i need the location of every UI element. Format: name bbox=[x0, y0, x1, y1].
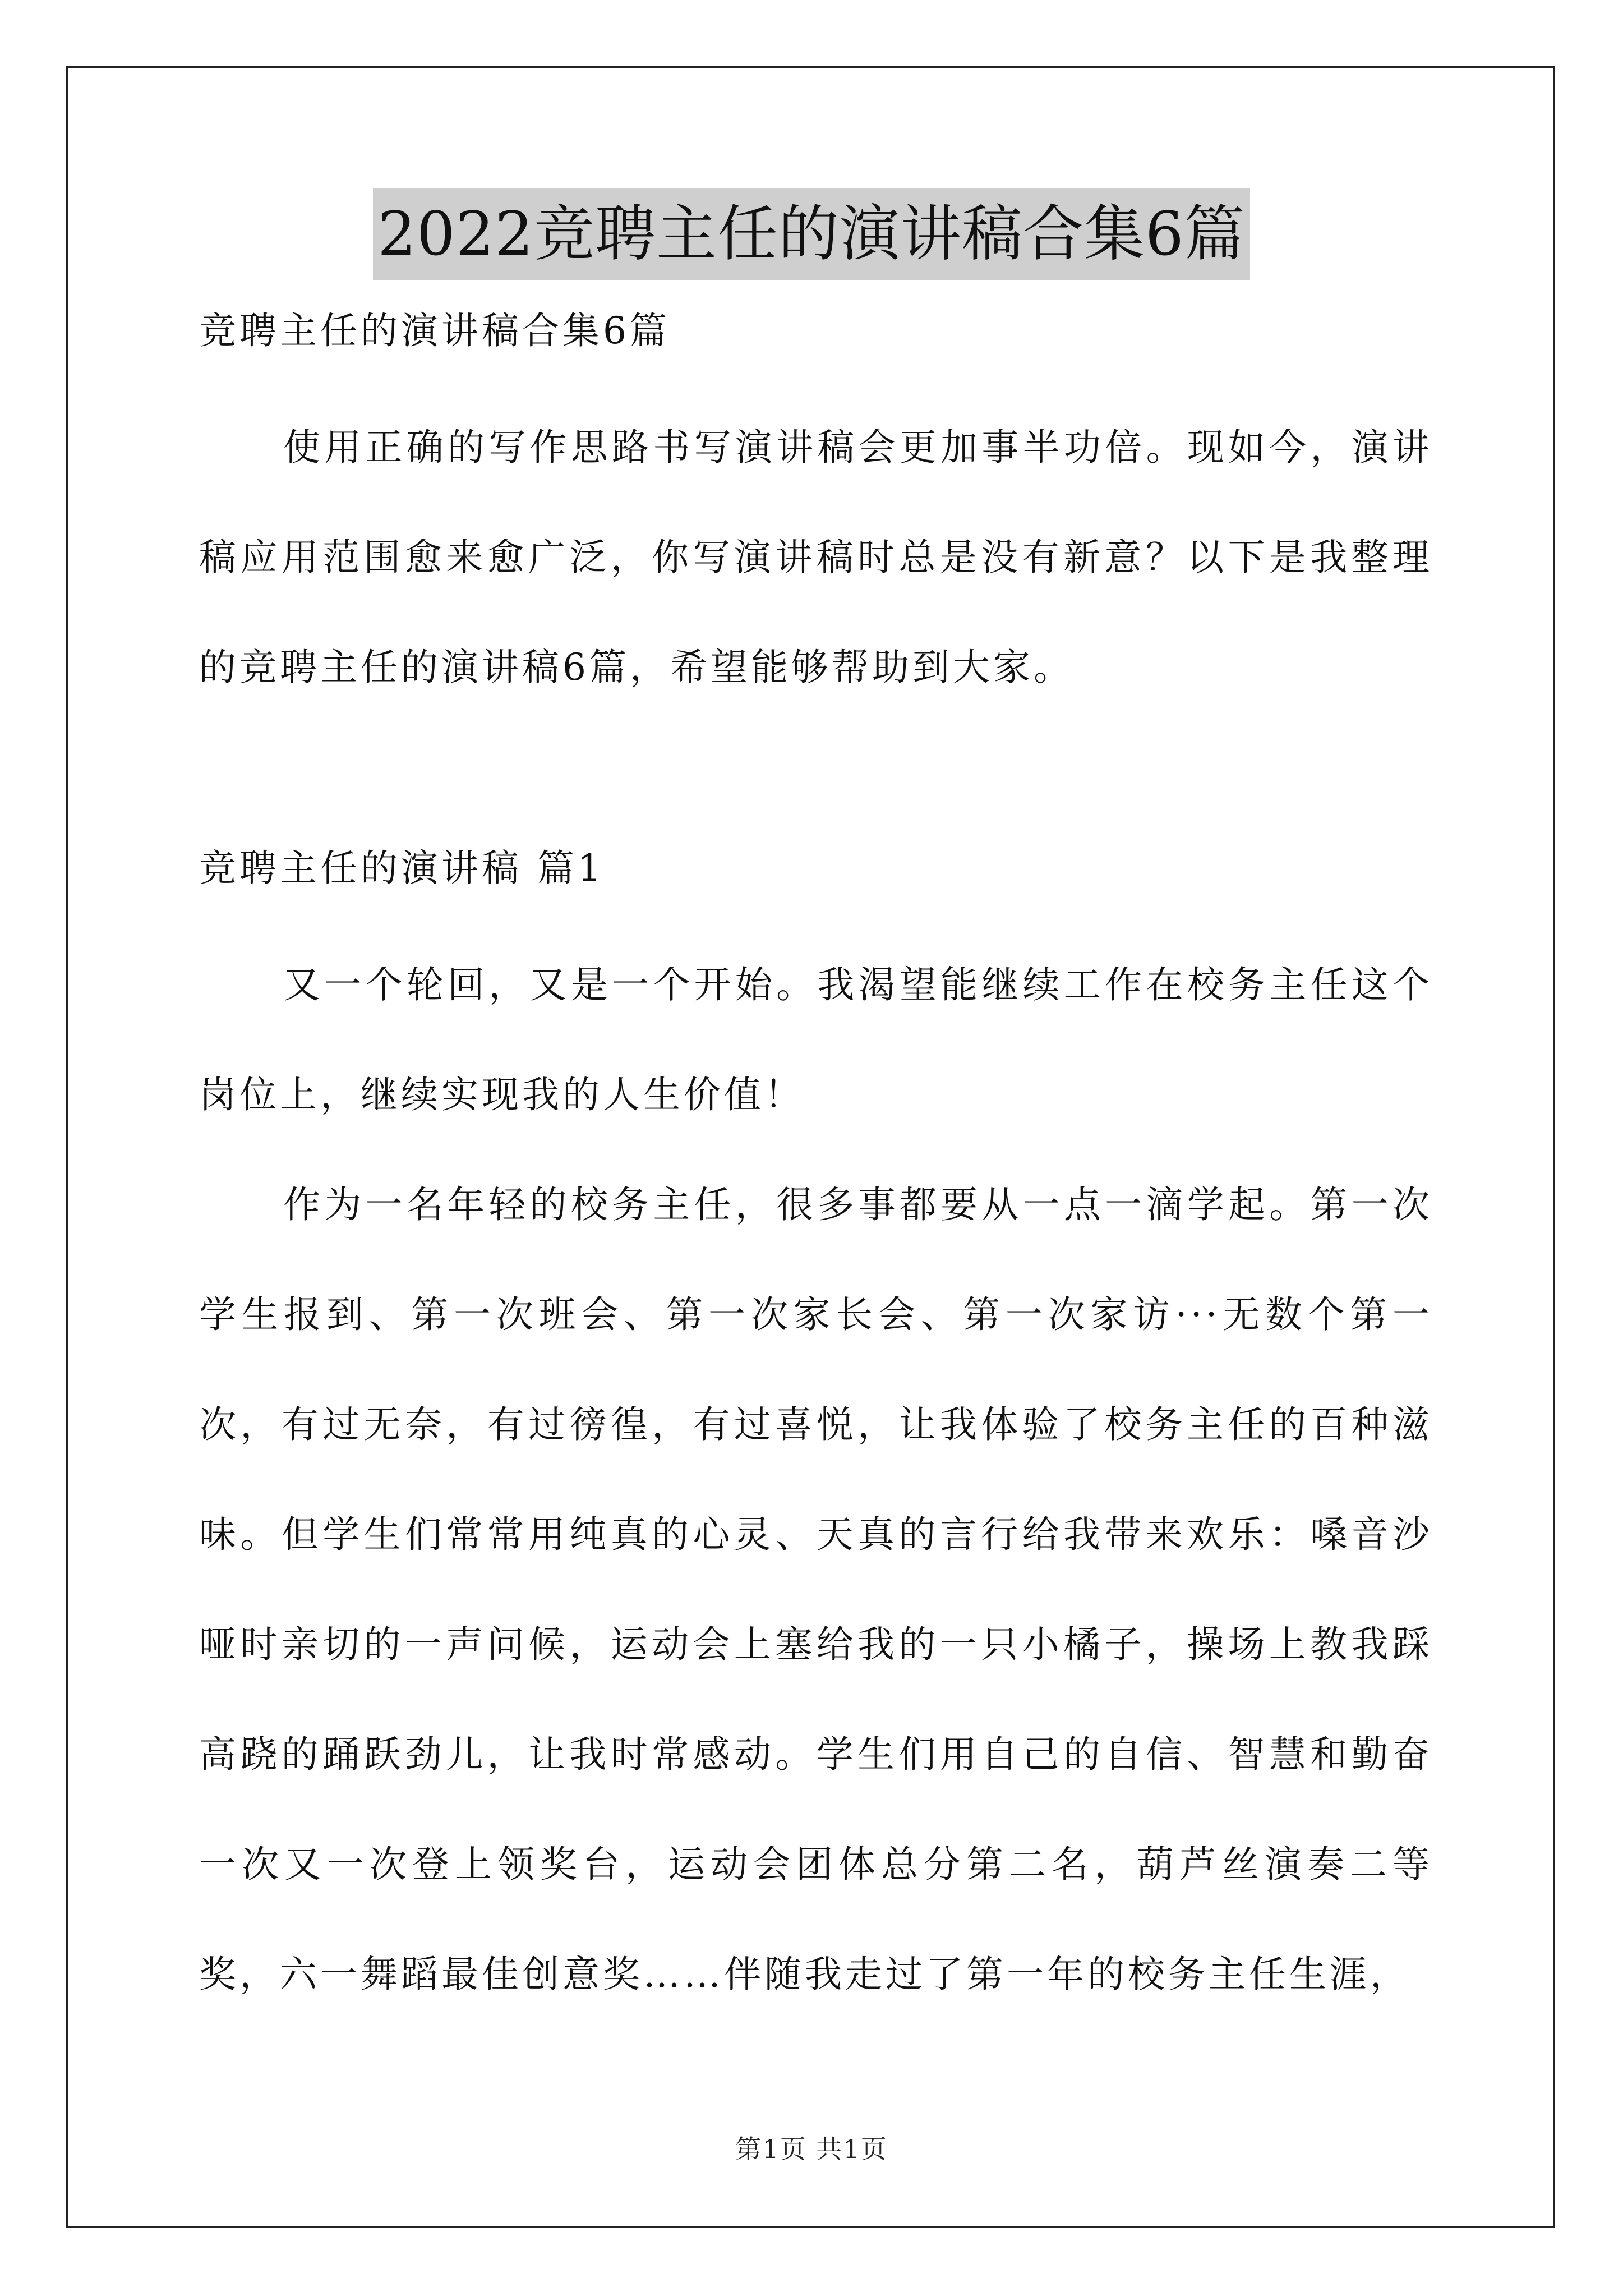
intro-paragraph: 使用正确的写作思路书写演讲稿会更加事半功倍。现如今，演讲稿应用范围愈来愈广泛，你写演讲稿时总是没有新意？以下是我整理的竞聘主任的演讲稿6篇，希望能够帮助到大家。 bbox=[199, 426, 1433, 689]
title-container bbox=[0, 188, 1623, 280]
spacer bbox=[199, 896, 1433, 930]
document-body bbox=[199, 303, 1433, 2030]
body-paragraph: 又一个轮回，又是一个开始。我渴望能继续工作在校务主任这个岗位上，继续实现我的人生价值！ bbox=[199, 963, 1433, 1116]
body-paragraph: 作为一名年轻的校务主任，很多事都要从一点一滴学起。第一次学生报到、第一次班会、第一次家长会、第一次家访···无数个第一次，有过无奈，有过徬徨，有过喜悦，让我体验了校务主任的百种滋味。但学生们常常用纯真的心灵、天真的言行给我带来欢乐：嗓音沙哑时亲切的一声问候，运动会上塞给我的一只小橘子，操场上教我踩高跷的踊跃劲儿，让我时常感动。学生们用自己的自信、智慧和勤奋一次又一次登上领奖台，运动会团体总分第二名，葫芦丝演奏二等奖，六一舞蹈最佳创意奖……伴随我走过了第一年的校务主任生涯， bbox=[199, 1183, 1433, 1996]
document-title: 2022竞聘主任的演讲稿合集6篇 bbox=[373, 188, 1250, 280]
document-subtitle: 竞聘主任的演讲稿合集6篇 bbox=[199, 309, 670, 352]
section-heading: 竞聘主任的演讲稿 篇1 bbox=[199, 846, 605, 890]
spacer bbox=[199, 723, 1433, 840]
page-footer: 第1页 共1页 bbox=[735, 2134, 888, 2164]
spacer bbox=[199, 359, 1433, 393]
